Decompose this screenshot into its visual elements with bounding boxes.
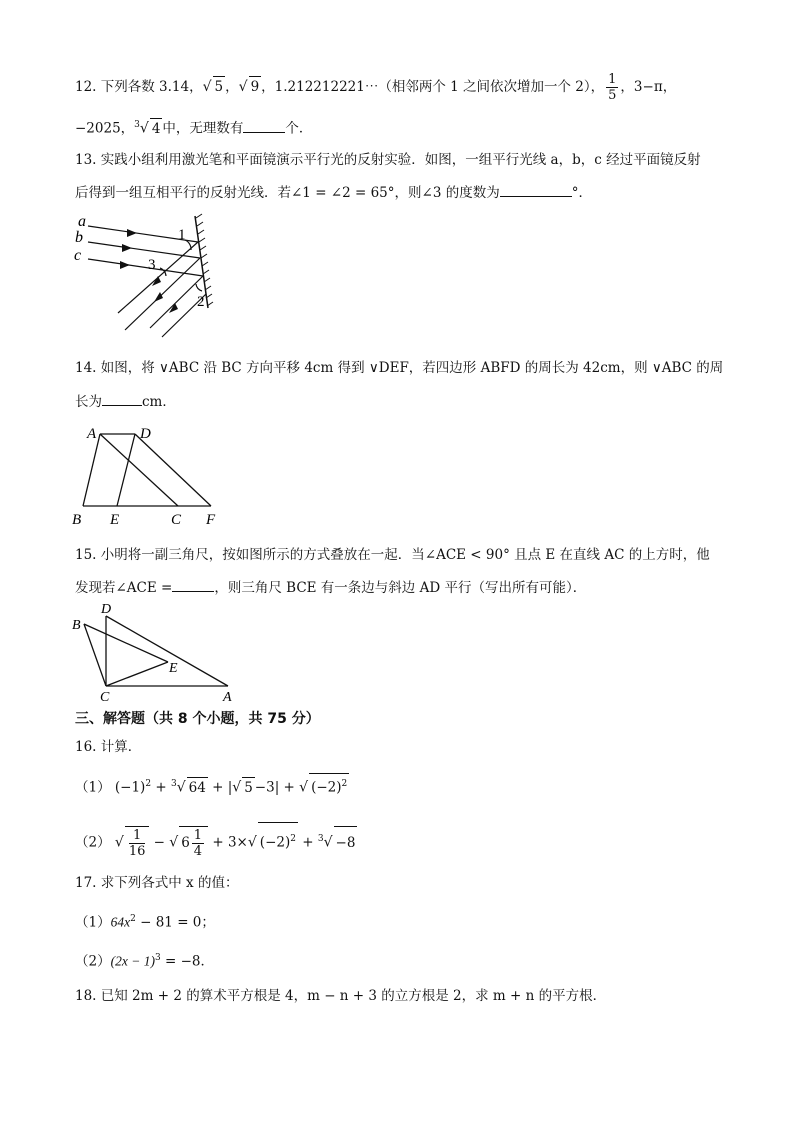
q12-seq: ，1.212212221⋯（相邻两个 1 之间依次增加一个 2），	[261, 79, 605, 95]
q12-after-frac: ，3−π，	[620, 79, 677, 95]
sqrt-sign: √	[202, 79, 212, 95]
label-C: C	[100, 690, 110, 705]
q12-text-a: 12. 下列各数 3.14，	[75, 79, 203, 95]
q12-end: 个．	[285, 120, 313, 137]
label-D: D	[140, 426, 151, 442]
q16-part2: （2） √ $\frac{1}{16}$ − √ 6 $\frac{1}{4}$ + 3×√ $(-2)^2 + ^3√ -8$	[75, 822, 357, 859]
label-b: b	[75, 229, 83, 246]
q12-line1	[75, 72, 676, 103]
q12-neg: −2025，	[75, 120, 135, 137]
q16-p2-sqrt-neg2sq: $(-2)^2$	[258, 822, 298, 859]
q16-p1-cbrt64: 64	[187, 777, 208, 798]
q14-line1: 14. 如图，将 ∨ABC 沿 BC 方向平移 4cm 得到 ∨DEF，若四边形 ABFD 的周长为 42cm，则 ∨ABC 的周	[75, 360, 724, 376]
q15-answer-blank[interactable]	[172, 577, 214, 592]
q12-sqrt9: 9	[249, 76, 262, 97]
q12-line2	[75, 115, 312, 139]
q12-fraction: $\frac{1}{5}$	[608, 72, 617, 103]
q14-line2	[75, 391, 176, 412]
q12-answer-blank[interactable]	[243, 118, 285, 133]
q13-text: 后得到一组互相平行的反射光线．若∠1 = ∠2 = 65°，则∠3 的度数为	[75, 185, 500, 201]
q16-part1: （1） $(-1)^2 + ^3√$ 64 + |√ 5 −3| + √ $(-2)^2$	[75, 773, 349, 798]
q15-line2	[75, 577, 586, 598]
q14-text: 长为	[75, 394, 102, 410]
label-B: B	[72, 618, 81, 633]
q16-p2-label: （2）	[75, 834, 111, 851]
triangle-rulers-figure	[68, 600, 238, 705]
q18-text: 18. 已知 2m + 2 的算术平方根是 4，m − n + 3 的立方根是 2，求 m + n 的平方根．	[75, 988, 607, 1004]
q16-p1-sqrt5: 5	[242, 777, 255, 798]
q16-title: 16. 计算．	[75, 739, 142, 755]
mirror-reflection-figure	[70, 210, 230, 345]
sqrt-sign: √	[139, 120, 149, 137]
q17-p2-expr: (2x − 1)	[110, 953, 155, 969]
q15-end: ，则三角尺 BCE 有一条边与斜边 AD 平行（写出所有可能）．	[214, 580, 587, 596]
q12-sep: ，	[225, 79, 239, 95]
q15-line1: 15. 小明将一副三角尺，按如图所示的方式叠放在一起．当∠ACE < 90° 且点 E 在直线 AC 的上方时，他	[75, 547, 710, 563]
label-D: D	[101, 602, 112, 617]
q16-p1-sqrt-neg2sq: $(-2)^2$	[309, 773, 349, 798]
q14-end: cm．	[142, 394, 176, 410]
q12-mid: 中，无理数有	[162, 120, 244, 137]
q16-p2-mixed: 6 $\frac{1}{4}$	[179, 826, 208, 859]
translation-figure	[70, 420, 230, 530]
label-F: F	[206, 512, 216, 528]
q17-part1: $(1)64x^2 - 81 = 0$；	[75, 914, 215, 931]
q17-p1-expr: 64x	[110, 914, 131, 930]
q17-part2: $(2)(2x - 1)^3 = -8$．	[75, 953, 214, 970]
label-3: 3	[148, 257, 156, 273]
q13-line2	[75, 182, 592, 203]
sqrt-sign: √	[238, 79, 248, 95]
label-A: A	[223, 690, 232, 705]
section-heading: 三、解答题（共 8 个小题，共 75 分）	[75, 711, 320, 727]
label-E: E	[169, 661, 178, 676]
q13-line1: 13. 实践小组利用激光笔和平面镜演示平行光的反射实验．如图，一组平行光线 a，b，c 经过平面镜反射	[75, 152, 701, 168]
q16-p1-label: （1）	[75, 779, 111, 796]
label-B: B	[72, 512, 82, 528]
label-C: C	[171, 512, 182, 528]
label-c: c	[74, 247, 82, 264]
q13-answer-blank[interactable]	[500, 182, 572, 197]
q13-end: °．	[571, 185, 592, 201]
label-1: 1	[178, 227, 186, 243]
q15-text: 发现若∠ACE =	[75, 580, 173, 596]
q16-p2-frac: $\frac{1}{16}$	[128, 827, 146, 859]
q12-cbrt-index: 3	[134, 120, 140, 130]
q12-cbrt-val: 4	[150, 118, 163, 139]
q12-sqrt5: 5	[213, 76, 226, 97]
q14-answer-blank[interactable]	[102, 391, 142, 406]
label-A: A	[87, 426, 97, 442]
q16-p2-cbrt-neg8: −8	[334, 826, 358, 859]
label-a: a	[78, 213, 86, 230]
label-2: 2	[197, 294, 205, 310]
q17-title: 17. 求下列各式中 x 的值：	[75, 875, 239, 891]
label-E: E	[110, 512, 120, 528]
q16-p1-term-a: (−1)	[114, 779, 146, 796]
